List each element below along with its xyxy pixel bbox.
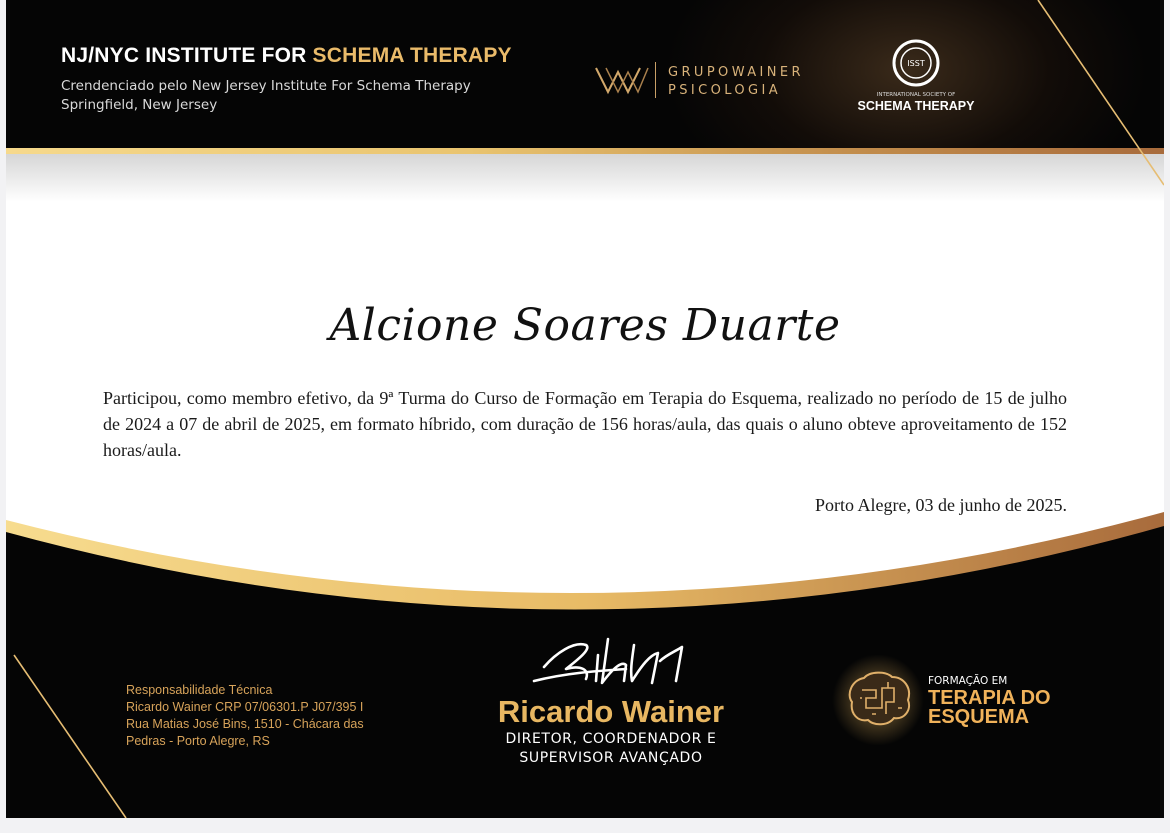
- certificate: [6, 0, 1164, 818]
- director-signature-icon: [526, 625, 696, 693]
- terapia-label: TERAPIA DO: [928, 687, 1051, 709]
- brain-maze-icon: [842, 668, 916, 732]
- header-shadow: [6, 154, 1164, 202]
- grupo-wainer-logo-icon: [594, 62, 650, 98]
- responsibility-line: Ricardo Wainer CRP 07/06301.P J07/395 I: [126, 700, 364, 714]
- institute-subtitle-line1: Crendenciado pelo New Jersey Institute For Schema Therapy: [61, 78, 471, 94]
- director-role-line1: DIRETOR, COORDENADOR E: [505, 731, 717, 747]
- certificate-header: [6, 0, 1164, 150]
- institute-subtitle-line2: Springfield, New Jersey: [61, 97, 218, 113]
- technical-responsibility: [126, 682, 364, 750]
- isst-badge-text: ISST: [907, 59, 925, 68]
- grupo-wainer-tagline: PSICOLOGIA: [668, 83, 782, 98]
- student-name: Alcione Soares Duarte: [329, 300, 841, 351]
- responsibility-line: Responsabilidade Técnica: [126, 683, 273, 697]
- certificate-body-text: Participou, como membro efetivo, da 9ª Turma do Curso de Formação em Terapia do Esquema, realizado no período de 15 de julho de 2024 a 07 de abril de 2025, em formato híbrido, com duração de 156 horas/aula, das quais o aluno obteve aproveitamento de 152 horas/aula.: [103, 388, 1067, 460]
- responsibility-line: Pedras - Porto Alegre, RS: [126, 734, 270, 748]
- grupo-wainer-separator: [655, 62, 656, 98]
- director-name: Ricardo Wainer: [497, 694, 725, 729]
- isst-schema-therapy-label: SCHEMA THERAPY: [857, 99, 975, 113]
- institute-title: NJ/NYC INSTITUTE FOR SCHEMA THERAPY: [61, 44, 512, 67]
- formacao-label: FORMAÇÃO EM: [928, 675, 1008, 687]
- grupo-wainer-name: GRUPOWAINER: [668, 65, 804, 80]
- place-date: Porto Alegre, 03 de junho de 2025.: [815, 495, 1067, 515]
- responsibility-line: Rua Matias José Bins, 1510 - Chácara das: [126, 717, 364, 731]
- isst-society-label: INTERNATIONAL SOCIETY OF: [876, 92, 956, 98]
- esquema-label: ESQUEMA: [928, 706, 1030, 728]
- director-role-line2: SUPERVISOR AVANÇADO: [519, 750, 703, 766]
- isst-badge-icon: [892, 39, 940, 87]
